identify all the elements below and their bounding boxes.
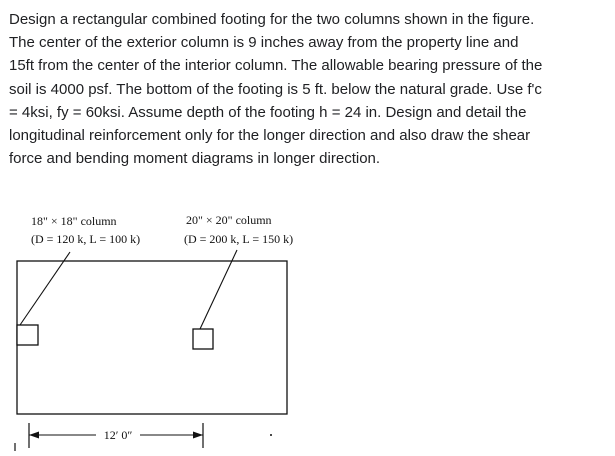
interior-column-leader bbox=[200, 250, 237, 329]
exterior-column-size-label: 18" × 18" column bbox=[31, 214, 117, 228]
interior-column-size-label: 20" × 20" column bbox=[186, 213, 272, 227]
dimension-arrow-right bbox=[193, 432, 203, 439]
stray-dot bbox=[270, 434, 272, 436]
footing-outline bbox=[17, 261, 287, 414]
interior-column-load-label: (D = 200 k, L = 150 k) bbox=[184, 232, 294, 246]
dimension-arrow-left bbox=[29, 432, 39, 439]
interior-column bbox=[193, 329, 213, 349]
problem-statement: Design a rectangular combined footing for the two columns shown in the figure. The center of the exterior column is 9 inches away from the property line and 15ft from the center of the interior column. The allowable bearing pressure of the soil is 4000 psf. The bottom of the footing is 5 ft. below the natural grade. Use f'c = 4ksi, fy = 60ksi. Assume depth of the footing h = 24 in. Design and detail the longitudinal reinforcement only for the longer direction and also draw the shear force and bending moment diagrams in longer direction. bbox=[9, 11, 543, 168]
exterior-column-load-label: (D = 120 k, L = 100 k) bbox=[31, 232, 141, 246]
dimension-label: 12′ 0″ bbox=[103, 428, 133, 442]
exterior-column-leader bbox=[20, 252, 70, 325]
exterior-column bbox=[17, 325, 38, 345]
footing-figure bbox=[0, 205, 615, 456]
footing-diagram bbox=[0, 205, 615, 456]
